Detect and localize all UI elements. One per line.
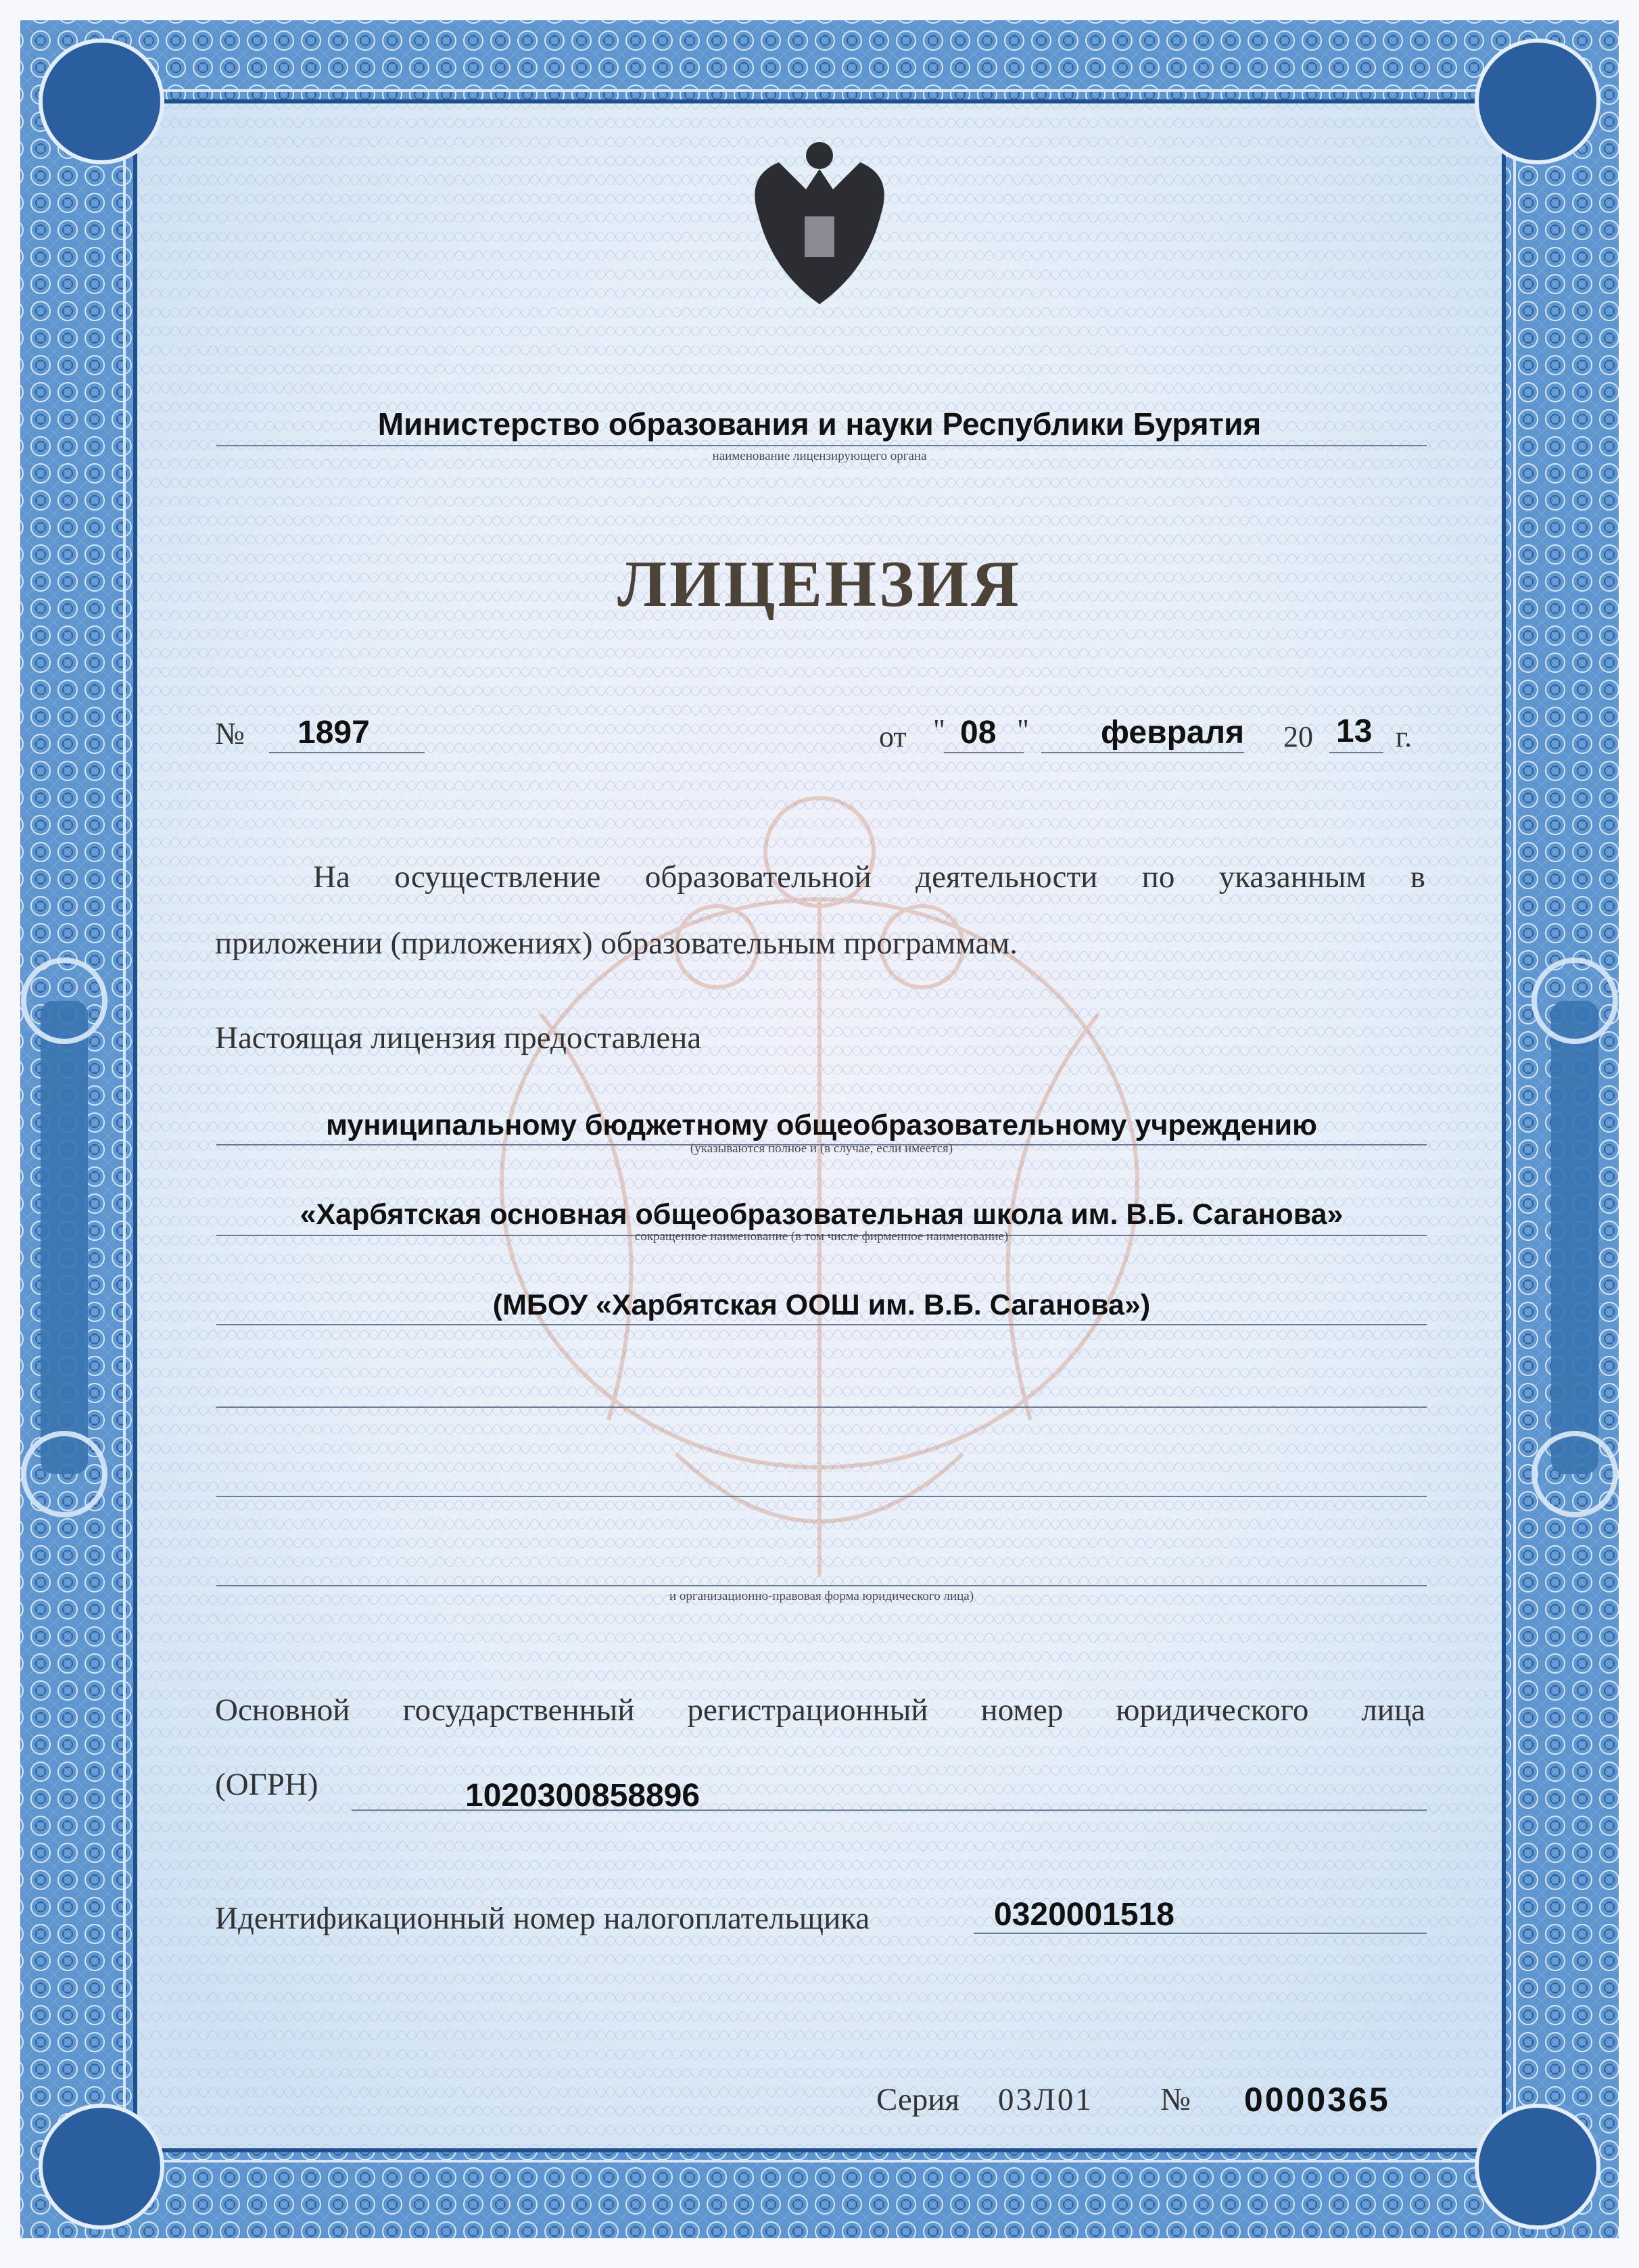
org-short-name: (МБОУ «Харбятская ООШ им. В.Б. Саганова») xyxy=(492,1289,1151,1321)
org-line-6-underline xyxy=(216,1585,1427,1586)
granted-to-label: Настоящая лицензия предоставлена xyxy=(215,1020,702,1056)
ogrn-value: 1020300858896 xyxy=(465,1778,700,1814)
series-number: 0000365 xyxy=(1244,2081,1390,2119)
purpose-line-1: На осуществление образовательной деятельности по указанным в xyxy=(313,859,1425,895)
authority-caption: наименование лицензирующего органа xyxy=(712,449,927,463)
from-label: от xyxy=(879,720,907,753)
issue-day: 08 xyxy=(960,715,997,751)
org-line-4-underline xyxy=(216,1407,1427,1408)
inn-value: 0320001518 xyxy=(994,1897,1174,1933)
quote-close: " xyxy=(1017,713,1029,747)
year-prefix: 20 xyxy=(1283,720,1313,753)
series-value: 03Л01 xyxy=(998,2082,1093,2117)
license-number: 1897 xyxy=(298,715,370,751)
org-line-5-underline xyxy=(216,1496,1427,1497)
quote-open: " xyxy=(933,713,945,747)
inn-label: Идентификационный номер налогоплательщика xyxy=(215,1901,870,1936)
inn-underline xyxy=(974,1933,1427,1934)
license-number-underline xyxy=(269,752,425,753)
ogrn-label-line-2: (ОГРН) xyxy=(215,1767,318,1802)
org-full-name-line-2: «Харбятская основная общеобразовательная школа им. В.Б. Саганова» xyxy=(300,1198,1344,1231)
purpose-line-2: приложении (приложениях) образовательным программам. xyxy=(215,926,1018,961)
org-line-2-caption: сокращенное наименование (в том числе фирменное наименование) xyxy=(634,1229,1009,1244)
issue-month-underline xyxy=(1041,752,1244,753)
document-title: ЛИЦЕНЗИЯ xyxy=(617,548,1022,621)
issue-day-underline xyxy=(944,752,1024,753)
ogrn-label-line-1: Основной государственный регистрационный номер юридического лица xyxy=(215,1693,1425,1728)
year-underline xyxy=(1329,752,1383,753)
org-full-name-line-1: муниципальному бюджетному общеобразовательному учреждению xyxy=(326,1109,1317,1141)
org-bottom-caption: и организационно-правовая форма юридического лица) xyxy=(669,1589,974,1603)
year-unit: г. xyxy=(1396,720,1412,753)
authority-underline xyxy=(216,445,1427,446)
licensing-authority: Министерство образования и науки Республики Бурятия xyxy=(377,406,1262,442)
number-sign: № xyxy=(215,716,245,751)
series-label: Серия xyxy=(876,2082,960,2117)
org-line-1-caption: (указываются полное и (в случае, если имеется) xyxy=(690,1141,953,1156)
ogrn-underline xyxy=(352,1810,1427,1811)
year-suffix: 13 xyxy=(1336,713,1373,749)
series-number-sign: № xyxy=(1160,2082,1191,2117)
org-line-3-underline xyxy=(216,1324,1427,1325)
issue-month: февраля xyxy=(1101,715,1245,751)
